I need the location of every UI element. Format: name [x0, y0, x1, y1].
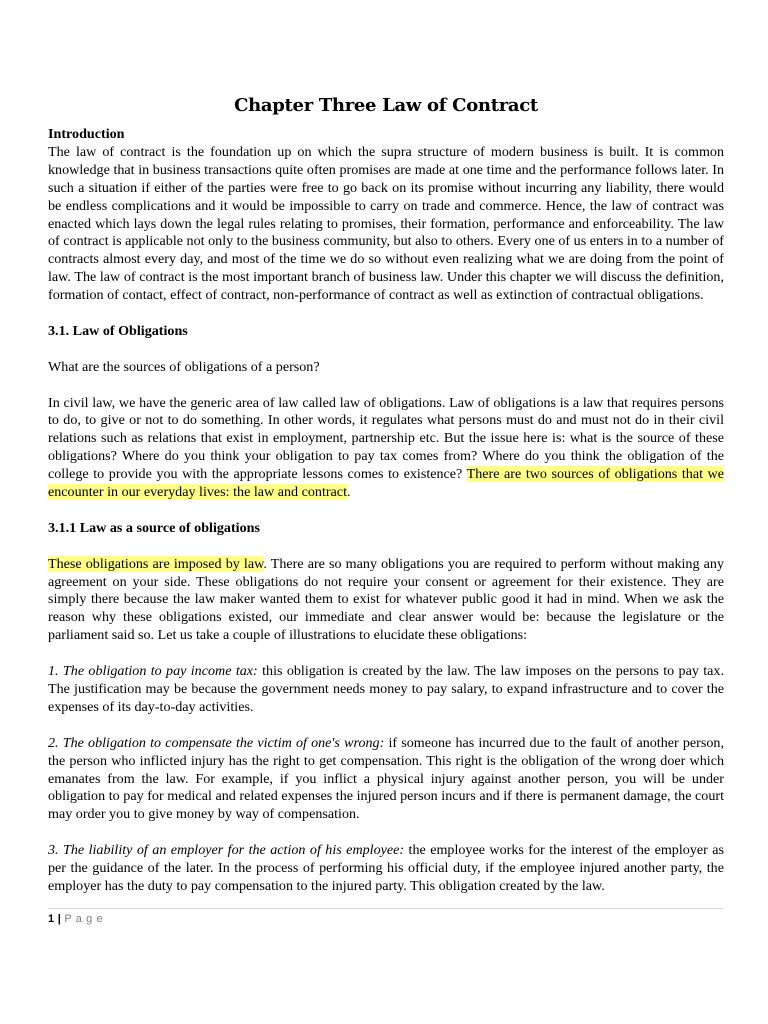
page-footer [48, 913, 103, 925]
introduction-paragraph: The law of contract is the foundation up on which the supra structure of modern business is built. It is common knowledge that in business transactions quite often promises are made at one time and the performance follows later. In such a situation if either of the parties were free to go back on its promise without incurring any liability, there would be endless complications and it would be impossible to carry on trade and commerce. Hence, the law of contract was enacted which lays down the legal rules relating to promises, their formation, performance and enforceability. The law of contract is applicable not only to the business community, but also to others. Every one of us enters in to a number of contracts almost every day, and most of the time we do so without even realizing what we are doing from the point of law. The law of contract is the most important branch of business law. Under this chapter we will discuss the definition, formation of contact, effect of contract, non-performance of contract as well as extinction of contractual obligations. [48, 143, 724, 304]
illustration-item-1 [48, 663, 724, 717]
highlighted-imposed-by-law: These obligations are imposed by law [48, 555, 264, 572]
illustration-item-3 [48, 842, 724, 896]
document-page [48, 0, 724, 1024]
illustration-item-3-text: the employee works for the interest of the employer as per the guidance of the later. In the process of performing his official duty, if the employee injured another party, the employer has the duty to pay compensation to the injured party. This obligation created by the law. [48, 842, 724, 894]
illustration-item-2-label: 2. The obligation to compensate the victim of one's wrong: [48, 734, 385, 751]
civil-law-end: . [346, 484, 351, 501]
illustration-item-2-text: if someone has incurred due to the fault of another person, the person who inflicted injury has the right to get compensation. This right is the obligation of the wrong doer which emanates from the law. For example, if you inflict a physical injury against another person, you will be under obligation to pay for medical and related expenses the injured person incurs and if there is permanent damage, the court may order you to give money by way of compensation. [48, 734, 724, 823]
civil-law-paragraph [48, 395, 724, 502]
highlighted-sources-text: There are two sources of obligations that we encounter in our everyday lives: the law and contract [48, 466, 724, 501]
page-number: 1 [48, 913, 55, 925]
subsection-heading-law-as-source: 3.1.1 Law as a source of obligations [48, 519, 260, 536]
law-source-text: . There are so many obligations you are required to perform without making any agreement on your side. These obligations do not require your consent or agreement for their existence. They are simply there because the law maker wanted them to exist for whatever public good it had in mind. When we ask the reason why these obligations existed, our immediate and clear answer would be: because the legislature or the parliament said so. Let us take a couple of illustrations to elucidate these obligations: [48, 555, 724, 644]
illustration-item-1-label: 1. The obligation to pay income tax: [48, 663, 258, 680]
law-source-paragraph [48, 556, 724, 646]
illustration-item-3-label: 3. The liability of an employer for the action of his employee: [48, 842, 405, 859]
footer-divider [48, 908, 724, 909]
introduction-heading: Introduction [48, 126, 125, 142]
footer-separator: | [57, 913, 62, 925]
illustration-item-1-text: this obligation is created by the law. The law imposes on the persons to pay tax. The justification may be because the government needs money to pay salary, to expand infrastructure and to cover the expenses of its day-to-day activities. [48, 663, 725, 715]
question-paragraph: What are the sources of obligations of a person? [48, 358, 320, 375]
civil-law-text: In civil law, we have the generic area of law called law of obligations. Law of obligations is a law that requires persons to do, to give or not to do something. In other words, it regulates what persons must do and must not do in their civil relations such as relations that exist in employment, partnership etc. But the issue here is: what is the source of these obligations? Where do you think your obligation to pay tax comes from? Where do you think the obligation of the college to provide you with the appropriate lessons comes to existence? [48, 394, 724, 483]
section-heading-law-of-obligations: 3.1. Law of Obligations [48, 322, 188, 339]
page-label: P a g e [64, 913, 104, 925]
illustration-item-2 [48, 735, 724, 825]
chapter-title: Chapter Three Law of Contract [234, 95, 538, 116]
document-body [48, 126, 724, 896]
